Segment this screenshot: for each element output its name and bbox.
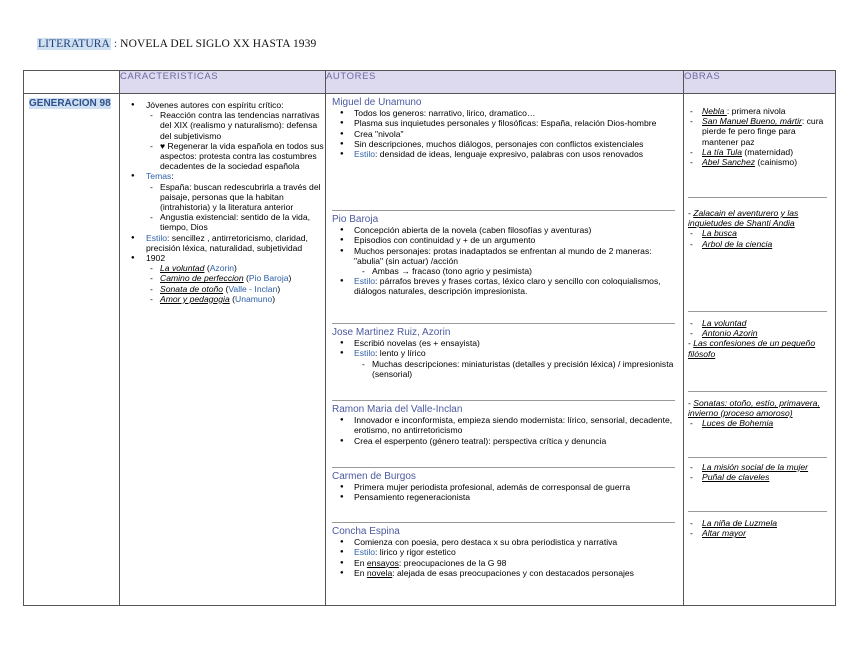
author-name: Miguel de Unamuno: [332, 97, 422, 108]
author-valle: [332, 401, 675, 468]
list-item: - Reacción contra las tendencias narrativas del XIX (realismo y naturalismo): defensa del subjetivismo: [120, 110, 325, 141]
list-item: ● Crea "nivola": [332, 129, 675, 139]
list-item: - Zalacain el aventurero y las inquietudes de Shanti Andia: [688, 208, 799, 229]
list-item: - Angustia existencial: sentido de la vida, tiempo, Dios: [120, 212, 325, 232]
list-item: - San Manuel Bueno, mártir: cura pierde fe pero finge para mantener paz: [688, 116, 827, 147]
list-item: ● Jóvenes autores con espíritu crítico: - Reacción contra las tendencias narrativas del XIX (realismo y naturalismo): defensa del subjetivismo - ♥ Regenerar la vida española en todos sus aspectos: protesta contra las costumbres decadentes de la sociedad española: [120, 100, 325, 171]
literature-table: [23, 70, 836, 606]
temas-label: Temas: [146, 171, 172, 182]
list-item: ● Comienza con poesia, pero destaca x su obra periodistica y narrativa: [332, 537, 675, 547]
work-item: - Camino de perfeccion (Pio Baroja): [120, 273, 325, 283]
work-item: - La voluntad (Azorin): [120, 263, 325, 273]
list-item: - Luces de Bohemia: [688, 418, 827, 428]
obras-unamuno: [688, 94, 827, 198]
list-item: ● Pensamiento regeneracionista: [332, 492, 675, 502]
author-unamuno: [332, 94, 675, 211]
header-row: [24, 71, 836, 94]
list-item: - Abel Sanchez (cainismo): [688, 157, 827, 167]
obras-azorin: [688, 312, 827, 392]
list-item: ● Primera mujer periodista profesional, además de corresponsal de guerra: [332, 482, 675, 492]
generation-cell: [24, 94, 120, 606]
list-item: ● Estilo: sencillez , antirretoricismo, claridad, precisión léxica, naturalidad, subjetividad: [120, 233, 325, 253]
header-obras: OBRAS: [684, 71, 836, 94]
autores-cell: [326, 94, 684, 606]
obras-valle: [688, 392, 827, 458]
obras-baroja: [688, 198, 827, 312]
generation-row: [24, 94, 836, 606]
list-item: ● 1902 - La voluntad (Azorin) - Camino de perfeccion (Pio Baroja) - Sonata de otoño (Valle - Inclan) - Amor y pedagogia (Unamuno): [120, 253, 325, 304]
author-burgos: [332, 468, 675, 523]
list-item: ● Estilo: lento y lírico - Muchas descripciones: miniaturistas (detalles y precisión léxica) / impresionista (sensorial): [332, 348, 675, 379]
list-item: - Sonatas: otoño, estío, primavera, invierno (proceso amoroso): [688, 398, 820, 419]
list-item: ● En ensayos: preocupaciones de la G 98: [332, 558, 675, 568]
obras-espina: [688, 512, 827, 542]
list-item: - La tía Tula (maternidad): [688, 147, 827, 157]
header-caracteristicas: CARACTERISTICAS: [120, 71, 326, 94]
estilo-label: Estilo: [146, 232, 168, 243]
list-item: - Arbol de la ciencia: [688, 239, 827, 249]
list-item: ● Estilo: párrafos breves y frases cortas, léxico claro y sencillo con coloquialismos, diálogos naturales, descripción impresionista.: [332, 276, 675, 296]
caracteristicas-cell: [120, 94, 326, 606]
list-item: ● Escribió novelas (es + ensayista): [332, 338, 675, 348]
list-item: ● Concepción abierta de la novela (caben filosofías y aventuras): [332, 225, 675, 235]
list-item: - Puñal de claveles: [688, 472, 827, 482]
list-item: - La misión social de la mujer: [688, 462, 827, 472]
list-item: ● Sin descripciones, muchos diálogos, personajes con conflictos existenciales: [332, 139, 675, 149]
obras-burgos: [688, 458, 827, 512]
title-highlight: LITERATURA: [38, 38, 110, 50]
author-baroja: [332, 211, 675, 324]
author-name: Concha Espina: [332, 526, 400, 537]
header-blank: [24, 71, 120, 94]
list-item: ● En novela: alejada de esas preocupaciones y con destacados personajes: [332, 568, 675, 578]
list-item: - La busca: [688, 228, 827, 238]
author-azorin: [332, 324, 675, 401]
author-name: Pio Baroja: [332, 214, 379, 225]
list-item: - España: buscan redescubrirla a través del paisaje, personas que la habitan (intrahistoria) y la literatura anterior: [120, 182, 325, 213]
author-name: Carmen de Burgos: [332, 471, 416, 482]
list-item: - Nebla : primera nivola: [688, 106, 827, 116]
list-item: - Antonio Azorin: [688, 328, 827, 338]
list-item: ● Temas: - España: buscan redescubrirla a través del paisaje, personas que la habitan (intrahistoria) y la literatura anterior - Angustia existencial: sentido de la vida, tiempo, Dios: [120, 171, 325, 232]
author-name: Ramon Maria del Valle-Inclan: [332, 404, 463, 415]
generation-label: GENERACION 98: [29, 98, 111, 109]
list-item: - Las confesiones de un pequeño filósofo: [688, 338, 816, 359]
caracteristicas-list: [120, 100, 325, 304]
obras-cell: [684, 94, 836, 606]
list-item: ● Estilo: densidad de ideas, lenguaje expresivo, palabras con usos renovados: [332, 149, 675, 159]
author-espina: [332, 523, 675, 582]
works-list: [120, 263, 325, 304]
work-item: - Amor y pedagogia (Unamuno): [120, 294, 325, 304]
list-item: ● Crea el esperpento (género teatral): perspectiva crítica y denuncia: [332, 436, 675, 446]
sub-list: [120, 182, 325, 233]
page-title: [37, 38, 316, 50]
author-name: Jose Martinez Ruiz, Azorin: [332, 327, 451, 338]
title-rest: NOVELA DEL SIGLO XX HASTA 1939: [120, 38, 317, 50]
list-item: - Muchas descripciones: miniaturistas (detalles y precisión léxica) / impresionista (sensorial): [332, 359, 675, 379]
list-item: - ♥ Regenerar la vida española en todos sus aspectos: protesta contra las costumbres decadentes de la sociedad española: [120, 141, 325, 172]
sub-list: [120, 110, 325, 171]
header-autores: AUTORES: [326, 71, 684, 94]
list-item: ● Innovador e inconformista, empieza siendo modernista: lírico, sensorial, decadente, erotismo, no antirretoricismo: [332, 415, 675, 435]
list-item: - La voluntad: [688, 318, 827, 328]
list-item: ● Estilo: lirico y rigor estetico: [332, 547, 675, 557]
list-item: - Ambas → fracaso (tono agrio y pesimista): [332, 266, 675, 276]
list-item: ● Episodios con continuidad y + de un argumento: [332, 235, 675, 245]
list-item: ● Todos los generos: narrativo, lirico, dramatico…: [332, 108, 675, 118]
list-item: ● Plasma sus inquietudes personales y filosóficas: España, relación Dios-hombre: [332, 118, 675, 128]
work-item: - Sonata de otoño (Valle - Inclan): [120, 284, 325, 294]
list-item: - Altar mayor: [688, 528, 827, 538]
list-item: ● Muchos personajes: protas inadaptados se enfrentan al mundo de 2 maneras: "abulia" (sin actuar) /acción - Ambas → fracaso (tono agrio y pesimista): [332, 246, 675, 277]
list-item: - La niña de Luzmela: [688, 518, 827, 528]
title-separator: :: [110, 38, 121, 50]
